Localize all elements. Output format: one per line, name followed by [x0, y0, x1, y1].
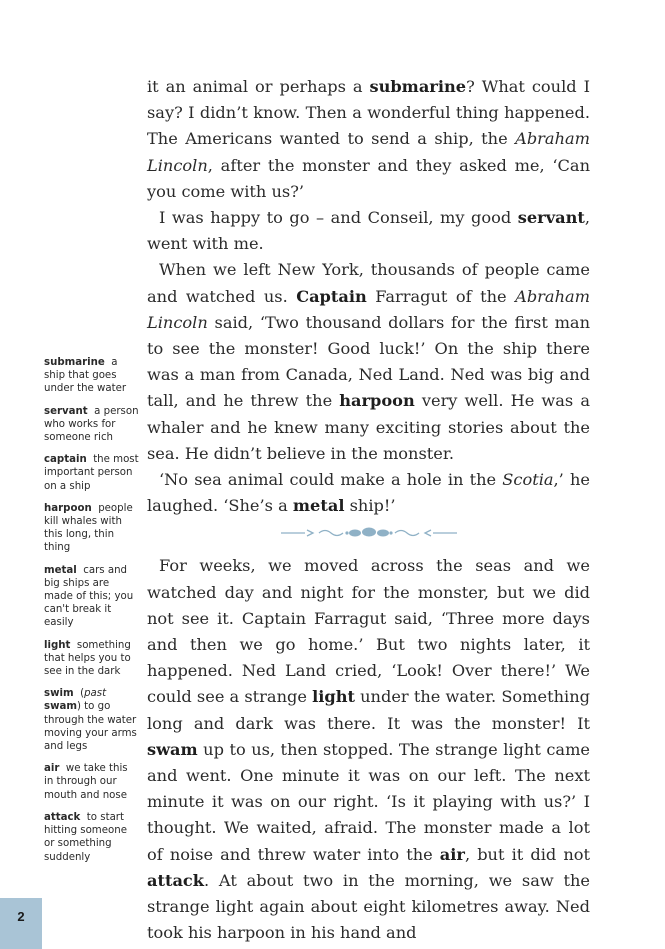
- story-text: [147, 74, 590, 947]
- glossary-definition: people kill whales with this long, thin thing: [44, 502, 133, 554]
- glossary-word-servant: servant: [517, 208, 585, 228]
- page-number: 2: [17, 909, 25, 924]
- glossary-word-light: light: [312, 687, 355, 707]
- glossary-definition: cars and big ships are made of this; you can't break it easily: [44, 564, 134, 629]
- text-run: ship!’: [344, 496, 396, 516]
- glossary-definition: we take this in through our mouth and nose: [44, 763, 128, 801]
- section-divider-ornament: [147, 521, 590, 545]
- glossary-term: submarine: [44, 357, 105, 368]
- glossary-word-harpoon: harpoon: [339, 391, 415, 411]
- text-run: ‘No sea animal could make a hole in the: [159, 470, 503, 490]
- glossary-definition: ) to go through the water moving your arms and legs: [44, 701, 137, 753]
- ship-name: Abraham Lincoln: [147, 129, 590, 175]
- text-run: under the water. Something long and dark was there. It was the monster! It: [147, 687, 590, 733]
- glossary-definition: a person who works for someone rich: [44, 405, 139, 444]
- wave-ornament-icon: [279, 526, 459, 540]
- ship-name: Abraham Lincoln: [147, 286, 590, 332]
- glossary-entry-submarine: [44, 356, 139, 396]
- paragraph-2: [147, 205, 590, 257]
- text-run: said, ‘Two thousand dollars for the first man to see the monster! Good luck!’ On the ship there was a man from Canada, Ned Land. Ned was big and tall, and he threw the: [147, 312, 590, 411]
- glossary-word-attack: attack: [147, 870, 205, 890]
- glossary-term: attack: [44, 811, 81, 823]
- glossary-paren-open: (: [80, 688, 85, 700]
- text-run: I was happy to go – and Conseil, my good: [159, 208, 518, 228]
- glossary-term: swim: [44, 688, 74, 700]
- glossary-entry-metal: [44, 564, 139, 630]
- glossary-entry-light: [44, 639, 139, 679]
- glossary-term: metal: [44, 564, 77, 576]
- glossary-word-air: air: [439, 844, 465, 864]
- glossary-word-swam: swam: [147, 739, 198, 759]
- glossary-term: servant: [44, 405, 88, 417]
- paragraph-4: [147, 467, 590, 519]
- text-run: . At about two in the morning, we saw the strange light again about eight kilometres away. Ned took his harpoon in his hand and: [147, 870, 590, 943]
- glossary-entry-attack: [44, 811, 139, 864]
- paragraph-1: [147, 74, 590, 205]
- text-run: Farragut of the: [366, 286, 516, 306]
- glossary-entry-servant: [44, 405, 139, 445]
- glossary-entry-captain: [44, 453, 139, 493]
- glossary-term: captain: [44, 454, 87, 466]
- paragraph-3: [147, 257, 590, 467]
- glossary-definition: something that helps you to see in the dark: [44, 639, 131, 678]
- text-run: ,’ he laughed. ‘She’s a: [147, 470, 590, 516]
- glossary-definition: a ship that goes under the water: [44, 357, 127, 395]
- glossary-word-metal: metal: [292, 496, 345, 516]
- glossary-definition: the most important person on a ship: [44, 454, 139, 492]
- text-run: up to us, then stopped. The strange light came and went. One minute it was on our left. The next minute it was on our right. ‘Is it playing with us?’ I thought. We waited, afraid. The monster made a lot of noise and threw water into the: [147, 739, 590, 864]
- glossary-past-label: past: [84, 688, 107, 700]
- glossary-term: air: [44, 763, 60, 775]
- glossary-past-form: swam: [44, 701, 77, 713]
- text-run: For weeks, we moved across the seas and we watched day and night for the monster, but we did not see it. Captain Farragut said, ‘Three more days and then we go home.’ But two nights later, it happened. Ned Land cried, ‘Look! Over there!’ We could see a strange: [147, 556, 590, 707]
- text-run: ? What could I say? I didn’t know. Then a wonderful thing happened. The Americans wanted to send a ship, the: [147, 77, 590, 149]
- text-run: When we left New York, thousands of people came and watched us.: [147, 260, 590, 306]
- text-run: , went with me.: [147, 208, 590, 254]
- text-run: , after the monster and they asked me, ‘Can you come with us?’: [147, 155, 590, 201]
- glossary-word-captain: Captain: [296, 286, 367, 306]
- text-run: it an animal or perhaps a: [147, 77, 370, 96]
- text-run: , but it did not: [464, 844, 590, 864]
- glossary-entry-swim: [44, 687, 139, 753]
- glossary-entry-air: [44, 762, 139, 802]
- glossary-term: harpoon: [44, 502, 92, 514]
- paragraph-5: [147, 553, 590, 946]
- glossary-definition: to start hitting someone or something suddenly: [44, 811, 127, 863]
- glossary-word-submarine: submarine: [369, 77, 467, 96]
- glossary-term: light: [44, 639, 71, 651]
- glossary-entry-harpoon: [44, 502, 139, 555]
- glossary-sidebar: [44, 356, 139, 873]
- text-run: very well. He was a whaler and he knew many exciting stories about the sea. He didn’t believe in the monster.: [147, 391, 590, 463]
- ship-name: Scotia: [502, 470, 554, 490]
